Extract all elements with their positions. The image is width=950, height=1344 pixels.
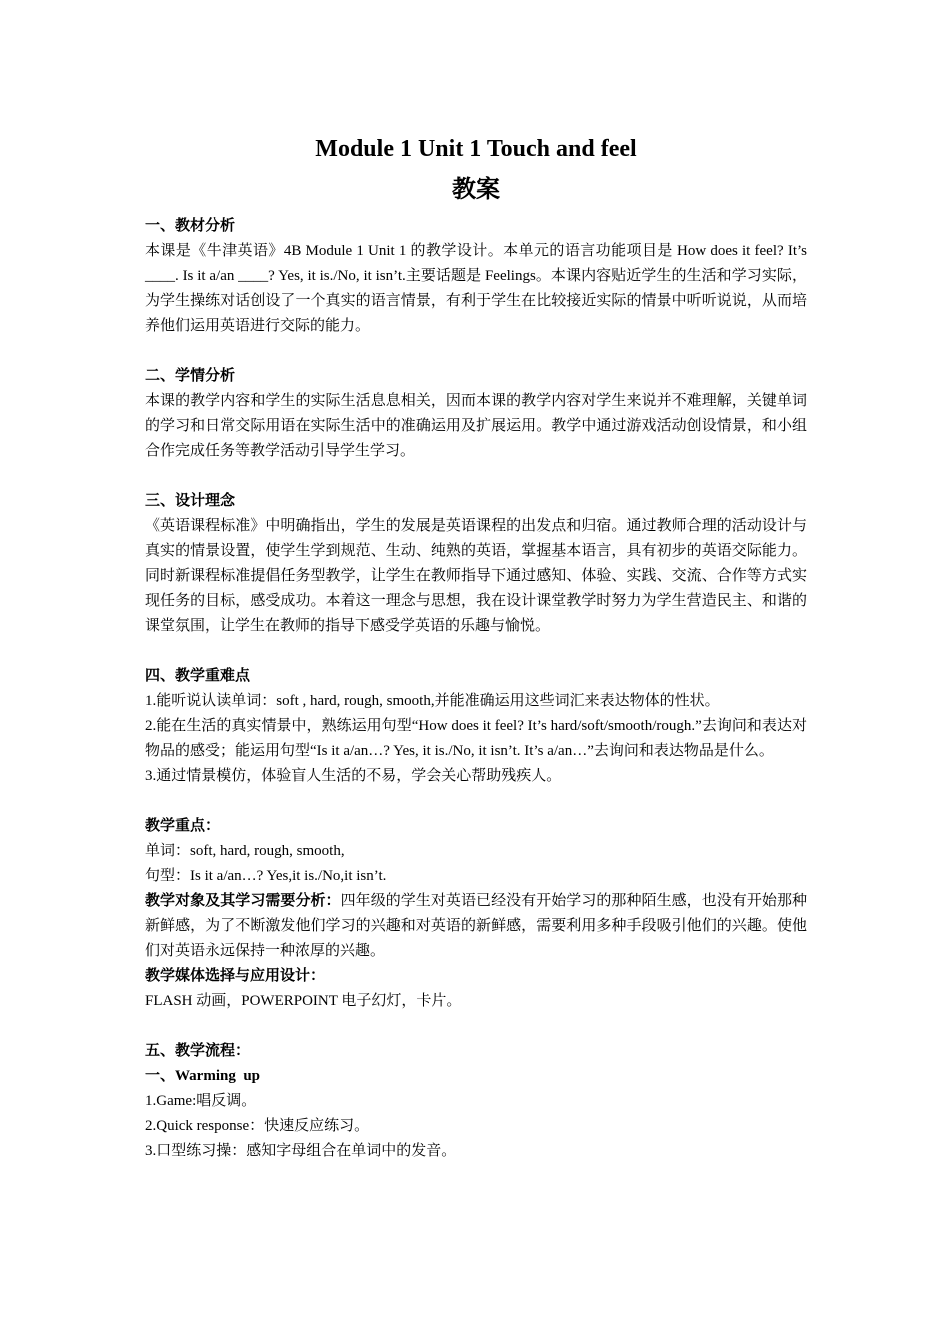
- key-point-item: 3.通过情景模仿，体验盲人生活的不易，学会关心帮助残疾人。: [145, 768, 562, 784]
- spacer: [145, 464, 807, 489]
- section-heading-key-points: 四、教学重难点: [145, 668, 251, 684]
- teaching-focus-heading: 教学重点：: [145, 818, 221, 834]
- key-point-item: 2.能在生活的真实情景中，熟练运用句型“How does it feel? It’s hard/soft/smooth/rough.”去询问和表达对物品的感受；能运用句型“Is it a/an…? Yes, it is./No, it isn’t. It’s a/an…”去询问和表达物品是什么。: [145, 718, 807, 759]
- document-page: [145, 130, 807, 1164]
- section-body-students: 本课的教学内容和学生的实际生活息息相关，因而本课的教学内容对学生来说并不难理解，关键单词的学习和日常交际用语在实际生活中的准确运用及扩展运用。教学中通过游戏活动创设情景，和小组合作完成任务等教学活动引导学生学习。: [145, 393, 807, 459]
- spacer: [145, 1014, 807, 1039]
- section-body-materials: 本课是《牛津英语》4B Module 1 Unit 1 的教学设计。本单元的语言功能项目是 How does it feel? It’s ____. Is it a/an ____? Yes, it is./No, it isn’t.主要话题是 Feelings。本课内容贴近学生的生活和学习实际，为学生操练对话创设了一个真实的语言情景，有利于学生在比较接近实际的情景中听听说说，从而培养他们运用英语进行交际的能力。: [145, 243, 807, 334]
- media-body: FLASH 动画，POWERPOINT 电子幻灯，卡片。: [145, 993, 462, 1009]
- process-item: 1.Game:唱反调。: [145, 1093, 257, 1109]
- media-heading: 教学媒体选择与应用设计：: [145, 968, 326, 984]
- key-point-item: 1.能听说认读单词：soft , hard, rough, smooth,并能准确运用这些词汇来表达物体的性状。: [145, 693, 720, 709]
- document-subtitle: 教案: [452, 177, 500, 203]
- section-body-design: 《英语课程标准》中明确指出，学生的发展是英语课程的出发点和归宿。通过教师合理的活动设计与真实的情景设置，使学生学到规范、生动、纯熟的英语，掌握基本语言，具有初步的英语交际能力。同时新课程标准提倡任务型教学，让学生在教师指导下通过感知、体验、实践、交流、合作等方式实现任务的目标，感受成功。本着这一理念与思想，我在设计课堂教学时努力为学生营造民主、和谐的课堂氛围，让学生在教师的指导下感受学英语的乐趣与愉悦。: [145, 518, 807, 634]
- section-heading-students: 二、学情分析: [145, 368, 236, 384]
- document-title: Module 1 Unit 1 Touch and feel: [315, 136, 637, 162]
- teaching-focus-sentences: 句型：Is it a/an…? Yes,it is./No,it isn’t.: [145, 868, 387, 884]
- learner-analysis: [145, 889, 807, 964]
- section-heading-materials: 一、教材分析: [145, 218, 236, 234]
- process-item: 3.口型练习操：感知字母组合在单词中的发音。: [145, 1143, 457, 1159]
- spacer: [145, 639, 807, 664]
- section-heading-design: 三、设计理念: [145, 493, 236, 509]
- learner-analysis-label: 教学对象及其学习需要分析：: [145, 893, 341, 909]
- process-subheading-warmup: 一、Warming up: [145, 1068, 261, 1084]
- teaching-focus-words: 单词：soft, hard, rough, smooth,: [145, 843, 345, 859]
- process-item: 2.Quick response：快速反应练习。: [145, 1118, 370, 1134]
- spacer: [145, 339, 807, 364]
- section-heading-process: 五、教学流程：: [145, 1043, 251, 1059]
- learner-analysis-body: 四年级的学生对英语已经没有开始学习的那种陌生感，也没有开始那种新鲜感，为了不断激发他们学习的兴趣和对英语的新鲜感，需要利用多种手段吸引他们的兴趣。使他们对英语永远保持一种浓厚的兴趣。: [145, 893, 807, 959]
- spacer: [145, 789, 807, 814]
